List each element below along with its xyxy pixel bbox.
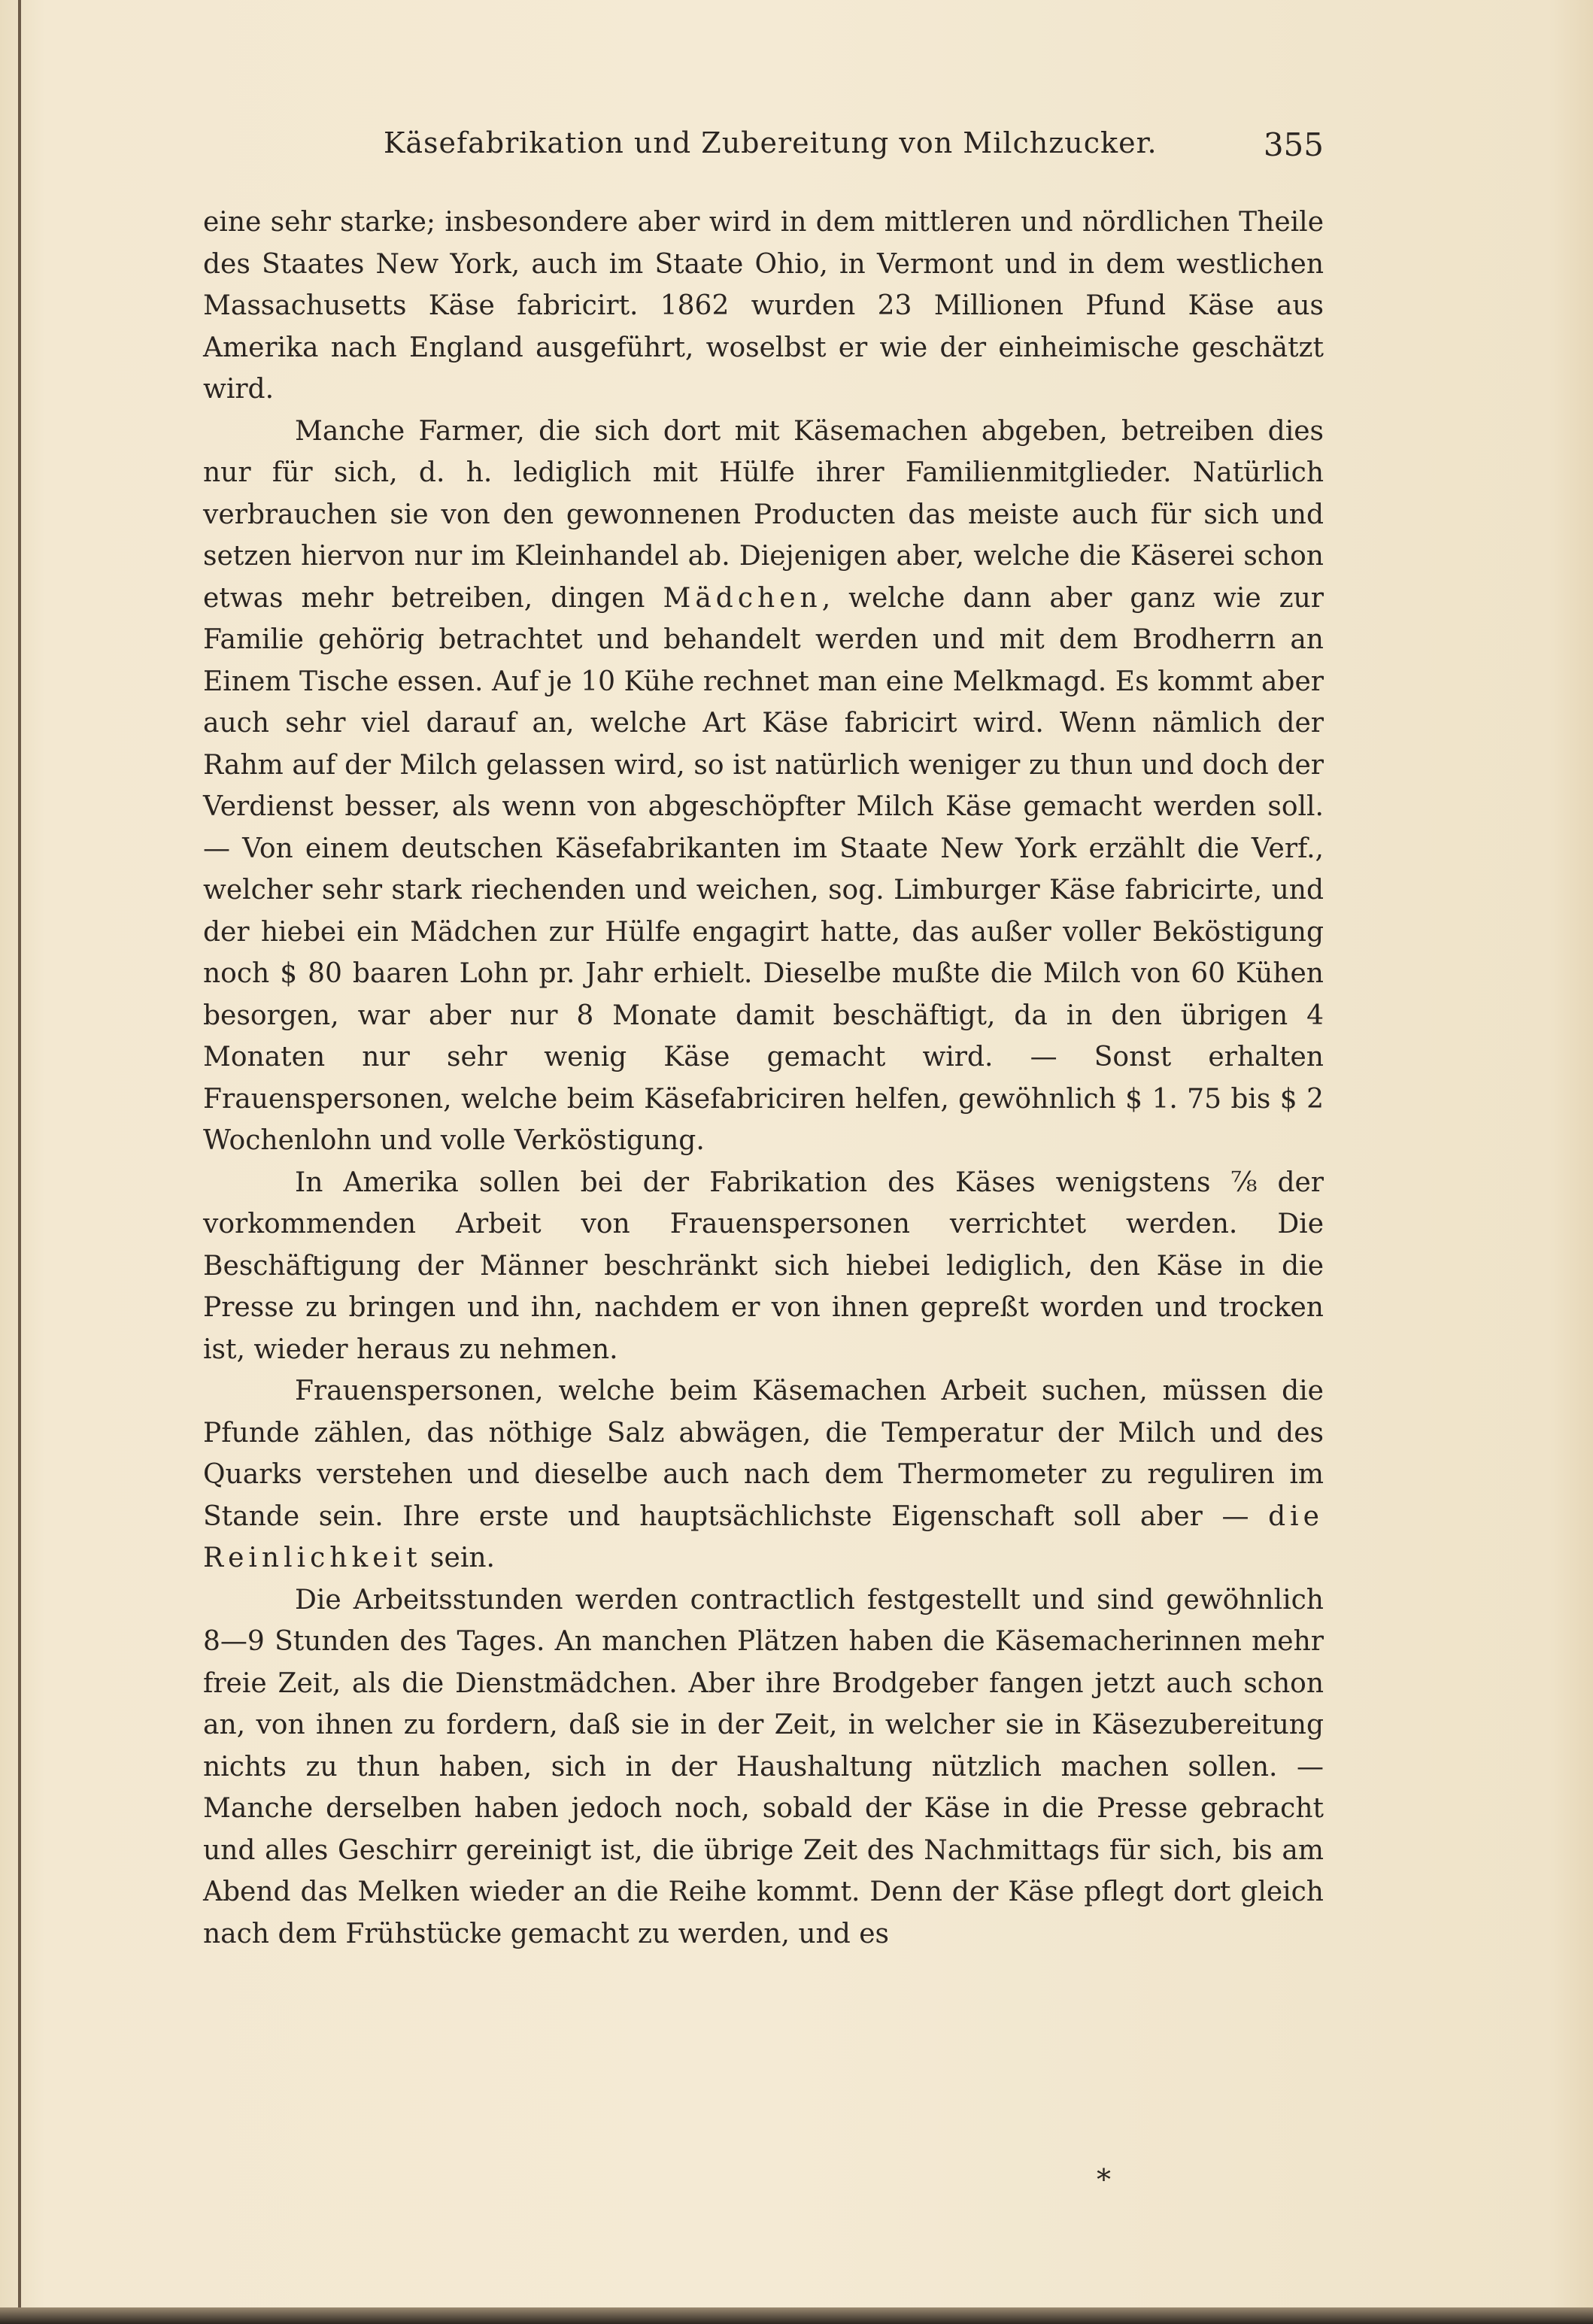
running-header [203,126,1324,168]
paragraph-1: eine sehr starke; insbesondere aber wird in dem mittleren und nördlichen Theile des Staates New York, auch im Staate Ohio, in Vermont und in dem westlichen Massachusetts Käse fabricirt. 1862 wurden 23 Millionen Pfund Käse aus Amerika nach England ausgeführt, woselbst er wie der einheimische geschätzt wird. [203,207,1324,405]
paragraph-4-emphasis: die Reinlichkeit [203,1500,1324,1573]
paragraph-2-part-2: , welche dann aber ganz wie zur Familie gehörig betrachtet und behandelt werden und mit dem Brodherrn an Einem Tische essen. Auf je 10 Kühe rechnet man eine Melkmagd. Es kommt aber auch sehr viel darauf an, welche Art Käse fabricirt wird. Wenn nämlich der Rahm auf der Milch gelassen wird, so ist natürlich weniger zu thun und doch der Verdienst besser, als wenn von abgeschöpfter Milch Käse gemacht werden soll. — Von einem deutschen Käsefabrikanten im Staate New York erzählt die Verf., welcher sehr stark riechenden und weichen, sog. Limburger Käse fabricirte, und der hiebei ein Mädchen zur Hülfe engagirt hatte, das außer voller Beköstigung noch $ 80 baaren Lohn pr. Jahr erhielt. Dieselbe mußte die Milch von 60 Kühen besorgen, war aber nur 8 Monate damit beschäftigt, da in den übrigen 4 Monaten nur sehr wenig Käse gemacht wird. — Sonst erhalten Frauenspersonen, welche beim Käsefabriciren helfen, gewöhnlich $ 1. 75 bis $ 2 Wochenlohn und volle Verköstigung. [203,582,1324,1156]
paragraph-2-emphasis: Mädchen [663,582,822,614]
page-gutter-rule [18,0,21,2324]
footnote-marker: * [1097,2163,1111,2196]
page-bottom-edge [0,2307,1593,2324]
paragraph-3: In Amerika sollen bei der Fabrikation des Käses wenigstens ⅞ der vorkommenden Arbeit von Frauenspersonen verrichtet werden. Die Beschäftigung der Männer beschränkt sich hiebei lediglich, den Käse in die Presse zu bringen und ihn, nachdem er von ihnen gepreßt worden und trocken ist, wieder heraus zu nehmen. [203,1167,1324,1365]
body-text [203,202,1324,1955]
paragraph-4-part-2: sein. [421,1543,495,1573]
paragraph-4 [203,1370,1324,1579]
paragraph-5: Die Arbeitsstunden werden contractlich festgestellt und sind gewöhnlich 8—9 Stunden des Tages. An manchen Plätzen haben die Käsemacherinnen mehr freie Zeit, als die Dienstmädchen. Aber ihre Brodgeber fangen jetzt auch schon an, von ihnen zu fordern, daß sie in der Zeit, in welcher sie in Käsezubereitung nichts zu thun haben, sich in der Haushaltung nützlich machen sollen. — Manche derselben haben jedoch noch, sobald der Käse in die Presse gebracht und alles Geschirr gereinigt ist, die übrige Zeit des Nachmittags für sich, bis am Abend das Melken wieder an die Reihe kommt. Denn der Käse pflegt dort gleich nach dem Frühstücke gemacht zu werden, und es [203,1584,1324,1949]
paragraph-2-part-1: Manche Farmer, die sich dort mit Käsemachen abgeben, betreiben dies nur für sich, d. h. lediglich mit Hülfe ihrer Familienmitglieder. Natürlich verbrauchen sie von den gewonnenen Producten das meiste auch für sich und setzen hiervon nur im Kleinhandel ab. Diejenigen aber, welche die Käserei schon etwas mehr betreiben, dingen [203,415,1324,614]
running-title: Käsefabrikation und Zubereitung von Milchzucker. [384,126,1158,159]
paragraph-2 [203,411,1324,1162]
paragraph-4-part-1: Frauenspersonen, welche beim Käsemachen Arbeit suchen, müssen die Pfunde zählen, das nöthige Salz abwägen, die Temperatur der Milch und des Quarks verstehen und dieselbe auch nach dem Thermometer zu reguliren im Stande sein. Ihre erste und hauptsächlichste Eigenschaft soll aber — [203,1376,1324,1532]
page-number: 355 [1263,126,1324,163]
